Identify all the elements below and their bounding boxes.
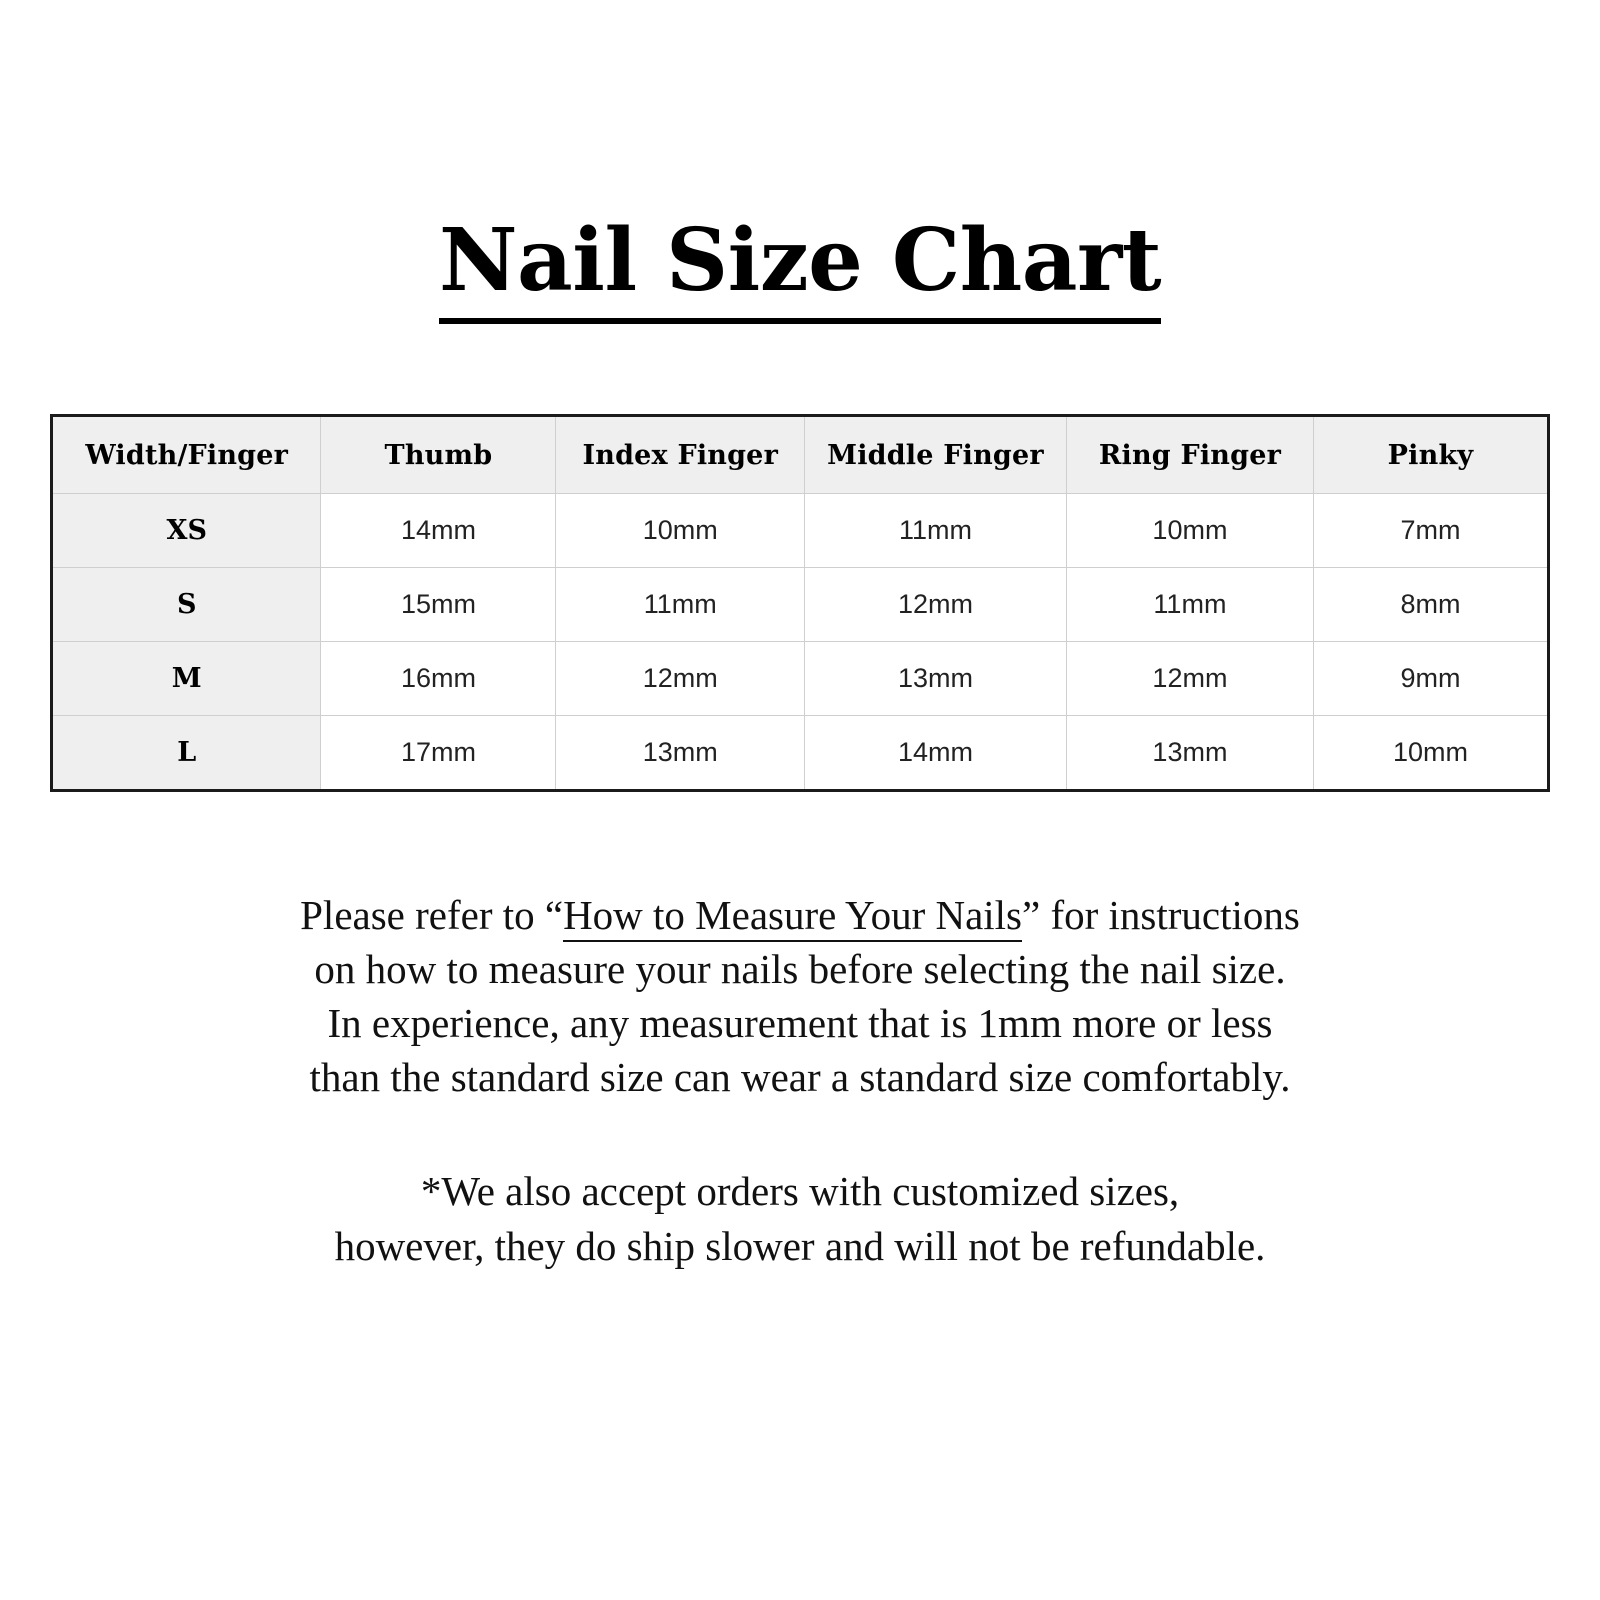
page-title: Nail Size Chart: [439, 218, 1161, 324]
measurement-note-prefix: Please refer to “: [300, 892, 564, 938]
cell-middle: 14mm: [804, 716, 1066, 791]
table-body: [52, 494, 1549, 791]
table-row: [52, 494, 1549, 568]
size-table-container: [50, 414, 1550, 792]
cell-pinky: 10mm: [1313, 716, 1548, 791]
custom-size-note-line-1: *We also accept orders with customized sizes,: [420, 1168, 1180, 1215]
cell-index: 13mm: [556, 716, 805, 791]
cell-pinky: 9mm: [1313, 642, 1548, 716]
title-container: [0, 0, 1600, 324]
nail-size-table: [50, 414, 1550, 792]
measurement-note-suffix: ” for instructions: [1022, 892, 1300, 938]
cell-ring: 11mm: [1066, 568, 1313, 642]
how-to-measure-link[interactable]: How to Measure Your Nails: [563, 892, 1022, 942]
row-size-label: L: [52, 716, 321, 791]
row-size-label: XS: [52, 494, 321, 568]
measurement-note-line-3: In experience, any measurement that is 1mm more or less: [327, 1000, 1273, 1047]
table-header-row: [52, 416, 1549, 494]
custom-size-note-line-2: however, they do ship slower and will not be refundable.: [334, 1222, 1266, 1269]
measurement-note-line-4: than the standard size can wear a standard size comfortably.: [309, 1054, 1291, 1101]
custom-size-note: [110, 1164, 1490, 1272]
column-header-index-finger: Index Finger: [556, 416, 805, 494]
table-row: [52, 568, 1549, 642]
cell-thumb: 17mm: [321, 716, 556, 791]
cell-thumb: 16mm: [321, 642, 556, 716]
column-header-ring-finger: Ring Finger: [1066, 416, 1313, 494]
cell-middle: 13mm: [804, 642, 1066, 716]
cell-ring: 10mm: [1066, 494, 1313, 568]
cell-middle: 12mm: [804, 568, 1066, 642]
cell-thumb: 14mm: [321, 494, 556, 568]
column-header-thumb: Thumb: [321, 416, 556, 494]
column-header-middle-finger: Middle Finger: [804, 416, 1066, 494]
column-header-pinky: Pinky: [1313, 416, 1548, 494]
cell-thumb: 15mm: [321, 568, 556, 642]
measurement-note-line-2: on how to measure your nails before selecting the nail size.: [314, 946, 1286, 993]
cell-pinky: 8mm: [1313, 568, 1548, 642]
column-header-width-finger: Width/Finger: [52, 416, 321, 494]
cell-index: 12mm: [556, 642, 805, 716]
cell-ring: 12mm: [1066, 642, 1313, 716]
cell-index: 10mm: [556, 494, 805, 568]
cell-index: 11mm: [556, 568, 805, 642]
table-header: [52, 416, 1549, 494]
cell-pinky: 7mm: [1313, 494, 1548, 568]
row-size-label: S: [52, 568, 321, 642]
measurement-note: [110, 888, 1490, 1104]
notes-section: [110, 888, 1490, 1273]
table-row: [52, 716, 1549, 791]
row-size-label: M: [52, 642, 321, 716]
cell-ring: 13mm: [1066, 716, 1313, 791]
cell-middle: 11mm: [804, 494, 1066, 568]
table-row: [52, 642, 1549, 716]
measurement-note-line-1: [110, 888, 1490, 942]
